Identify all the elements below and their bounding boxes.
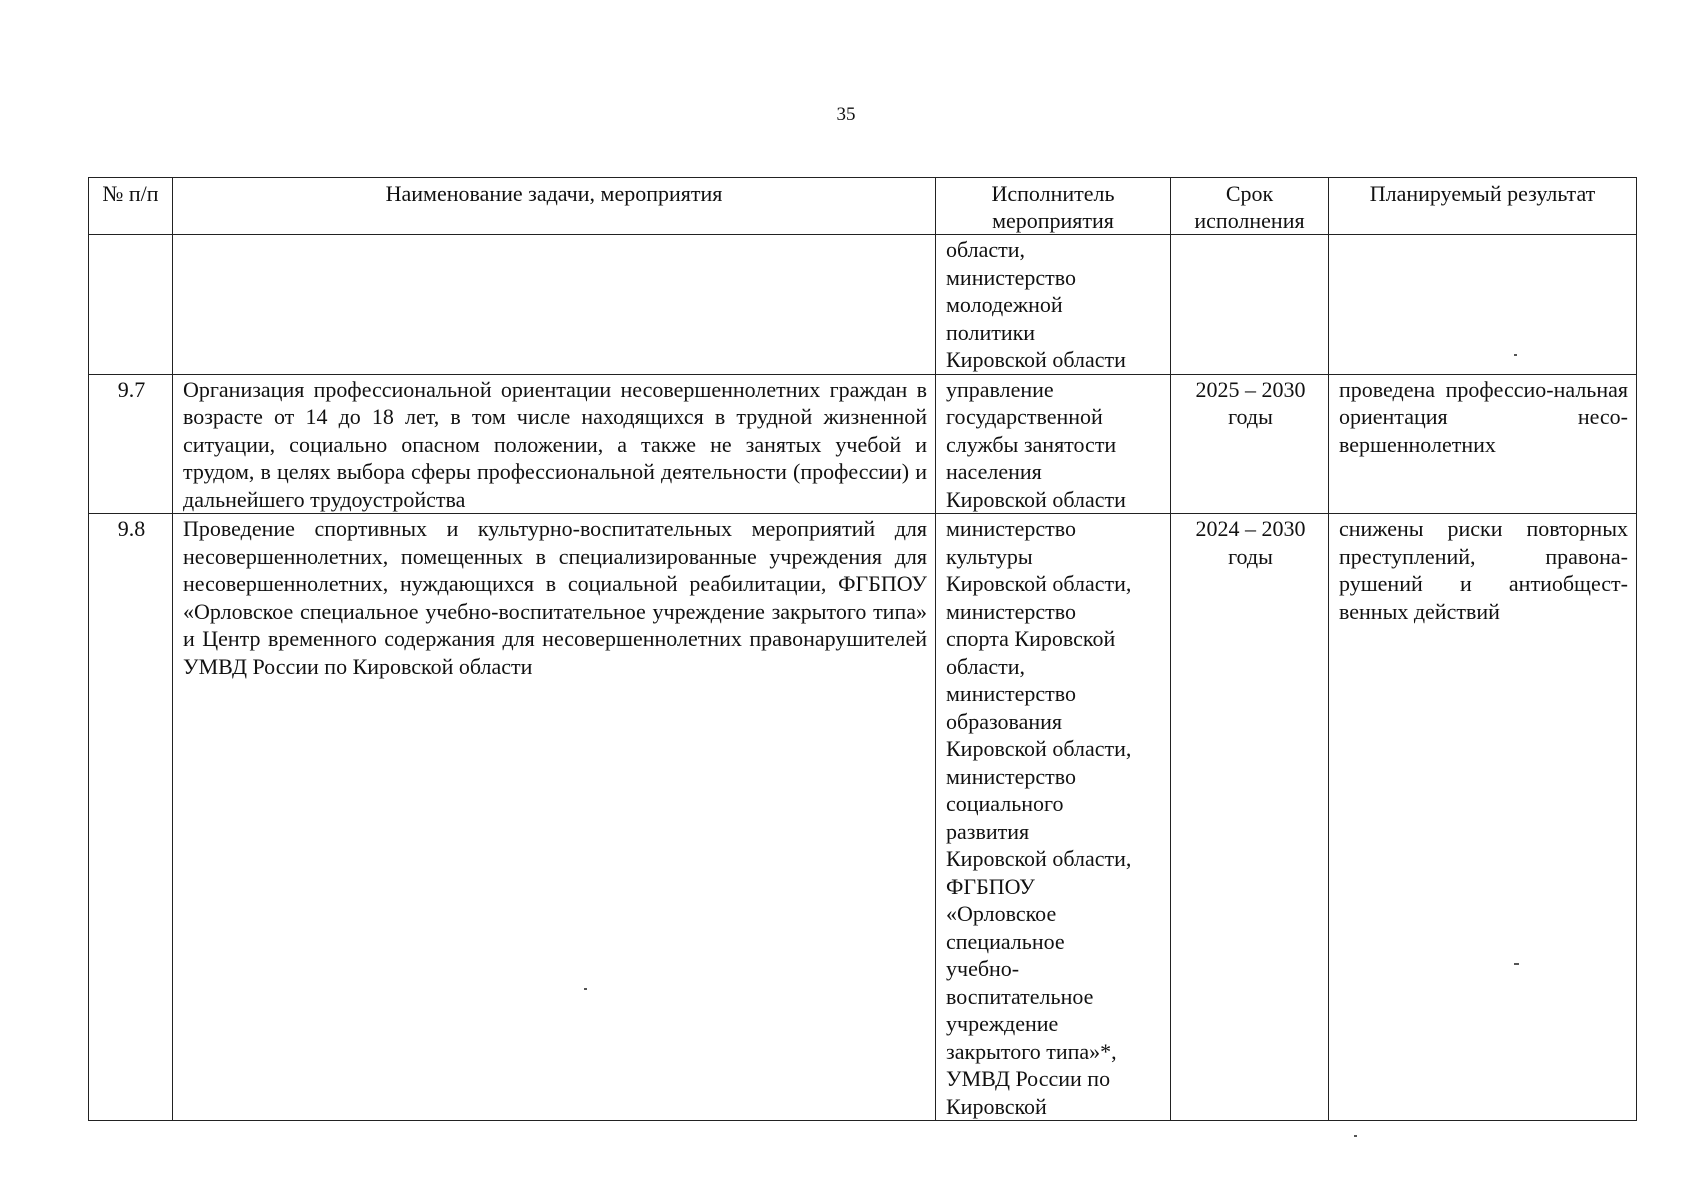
- row-task: Проведение спортивных и культурно-воспитательных мероприятий для несовершеннолетних, помещенных в специализированные учреждения для несовершеннолетних, нуждающихся в социальной реабилитации, ФГБПОУ «Орловское специальное учебно-воспитательное учреждение закрытого типа» и Центр временного содержания для несовершеннолетних правонарушителей УМВД России по Кировской области: [173, 514, 936, 1121]
- table-header-row: [89, 178, 1637, 235]
- executor-line: Кировской области: [946, 486, 1126, 512]
- executor-line: социального: [946, 791, 1064, 816]
- executor-line: закрытого типа»*,: [946, 1038, 1117, 1064]
- executor-line: министерство: [946, 681, 1077, 706]
- row-executor: [936, 235, 1171, 375]
- scan-speck: [1514, 354, 1517, 356]
- executor-line: области,: [946, 653, 1026, 679]
- executor-line: образования: [946, 708, 1063, 734]
- executor-line: государственной: [946, 404, 1103, 429]
- executor-line: культуры: [946, 543, 1033, 569]
- row-number: 9.8: [89, 514, 173, 1121]
- header-executor: Исполнитель мероприятия: [936, 178, 1171, 235]
- executor-line: министерство: [946, 763, 1077, 789]
- header-term: Срок исполнения: [1171, 178, 1329, 235]
- executor-line: Кировской: [946, 1093, 1047, 1119]
- executor-line: области,: [946, 237, 1026, 262]
- executor-line: Кировской области,: [946, 571, 1132, 596]
- row-executor: [936, 514, 1171, 1121]
- table-row: [89, 514, 1637, 1121]
- executor-line: учреждение: [946, 1011, 1059, 1036]
- row-task: [173, 235, 936, 375]
- executor-line: специальное: [946, 928, 1065, 954]
- action-plan-table: [88, 177, 1637, 1121]
- row-result: проведена профессио-нальная ориентация несо-вершеннолетних: [1329, 374, 1637, 514]
- executor-line: политики: [946, 319, 1036, 345]
- executor-line: управление: [946, 376, 1054, 402]
- row-result: снижены риски повторных преступлений, правона-рушений и антиобщест-венных действий: [1329, 514, 1637, 1121]
- scan-speck: [1514, 963, 1519, 965]
- executor-line: ФГБПОУ: [946, 873, 1035, 899]
- executor-line: министерство: [946, 516, 1077, 541]
- row-term: [1171, 235, 1329, 375]
- header-result: Планируемый результат: [1329, 178, 1637, 235]
- header-number: № п/п: [89, 178, 173, 235]
- row-number: [89, 235, 173, 375]
- row-term: 2025 – 2030 годы: [1171, 374, 1329, 514]
- executor-line: Кировской области,: [946, 736, 1132, 761]
- scan-speck: [1354, 1135, 1357, 1137]
- page-number: 35: [836, 104, 856, 125]
- row-task: Организация профессиональной ориентации несовершеннолетних граждан в возрасте от 14 до 18 лет, в том числе находящихся в трудной жизненной ситуации, социально опасном положении, а также не занятых учебой и трудом, в целях выбора сферы профессиональной деятельности (профессии) и дальнейшего трудоустройства: [173, 374, 936, 514]
- row-result: [1329, 235, 1637, 375]
- executor-line: министерство: [946, 264, 1077, 290]
- executor-line: Кировской области,: [946, 846, 1132, 871]
- table-row: [89, 374, 1637, 514]
- executor-line: развития: [946, 818, 1030, 844]
- executor-line: населения: [946, 459, 1042, 484]
- executor-line: молодежной: [946, 292, 1063, 317]
- executor-line: спорта Кировской: [946, 626, 1116, 651]
- row-executor: [936, 374, 1171, 514]
- executor-line: воспитательное: [946, 983, 1094, 1009]
- executor-line: учебно-: [946, 956, 1020, 981]
- executor-line: «Орловское: [946, 901, 1057, 926]
- executor-line: Кировской области: [946, 347, 1126, 372]
- executor-line: службы занятости: [946, 431, 1117, 457]
- row-term: 2024 – 2030 годы: [1171, 514, 1329, 1121]
- executor-line: УМВД России по: [946, 1066, 1111, 1091]
- table-row: [89, 235, 1637, 375]
- row-number: 9.7: [89, 374, 173, 514]
- header-task: Наименование задачи, мероприятия: [173, 178, 936, 235]
- executor-line: министерство: [946, 598, 1077, 624]
- scan-speck: [584, 988, 587, 990]
